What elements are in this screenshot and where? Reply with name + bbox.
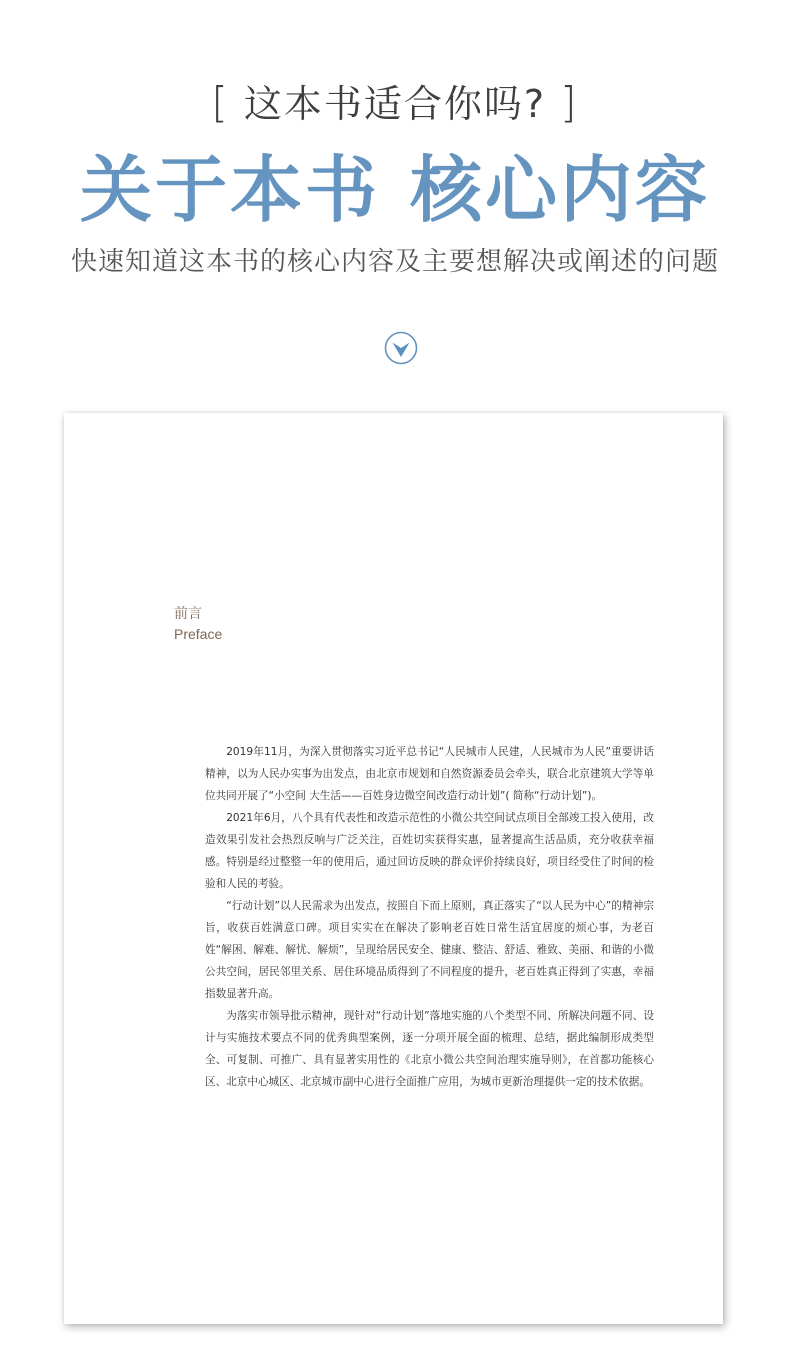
preface-paragraph: “行动计划”以人民需求为出发点，按照自下而上原则，真正落实了“以人民为中心”的精神宗旨，收获百姓满意口碑。项目实实在在解决了影响老百姓日常生活宜居度的烦心事，为老百姓“解困、解难、解忧、解烦”，呈现给居民安全、健康、整洁、舒适、雅致、美丽、和谐的小微公共空间，居民邻里关系、居住环境品质得到了不同程度的提升，老百姓真正得到了实惠，幸福指数显著升高。 (205, 900, 654, 1000)
chevron-down-circle-icon[interactable] (384, 331, 418, 365)
close-bracket: ] (560, 78, 579, 127)
preface-paragraph: 2019年11月，为深入贯彻落实习近平总书记“人民城市人民建，人民城市为人民”重要讲话精神，以为人民办实事为出发点，由北京市规划和自然资源委员会牵头，联合北京建筑大学等单位共同开展了“小空间 大生活——百姓身边微空间改造行动计划”( 简称“行动计划”)。 (205, 746, 654, 802)
preface-paragraph: 2021年6月，八个具有代表性和改造示范性的小微公共空间试点项目全部竣工投入使用，改造效果引发社会热烈反响与广泛关注，百姓切实获得实惠，显著提高生活品质，充分收获幸福感。特别是经过整整一年的使用后，通过回访反映的群众评价持续良好，项目经受住了时间的检验和人民的考验。 (205, 812, 654, 890)
header-question (0, 78, 790, 129)
question-text: 这本书适合你吗? (243, 82, 547, 126)
main-title (0, 142, 790, 238)
title-part-core-content: 核心内容 (410, 147, 711, 232)
preface-heading-en: Preface (174, 626, 223, 642)
book-page-preview (64, 413, 723, 1324)
preface-paragraph: 为落实市领导批示精神，现针对“行动计划”落地实施的八个类型不同、所解决问题不同、设计与实施技术要点不同的优秀典型案例，逐一分项开展全面的梳理、总结，据此编制形成类型全、可复制、可推广、具有显著实用性的《北京小微公共空间治理实施导则》，在首都功能核心区、北京中心城区、北京城市副中心进行全面推广应用，为城市更新治理提供一定的技术依据。 (205, 1010, 654, 1088)
preface-body (205, 741, 654, 1093)
open-bracket: [ (211, 78, 230, 127)
subtitle: 快速知道这本书的核心内容及主要想解决或阐述的问题 (70, 247, 719, 277)
title-part-about-book: 关于本书 (79, 147, 380, 232)
chevron-down-icon (384, 331, 418, 365)
preface-heading-cn: 前言 (174, 606, 202, 622)
